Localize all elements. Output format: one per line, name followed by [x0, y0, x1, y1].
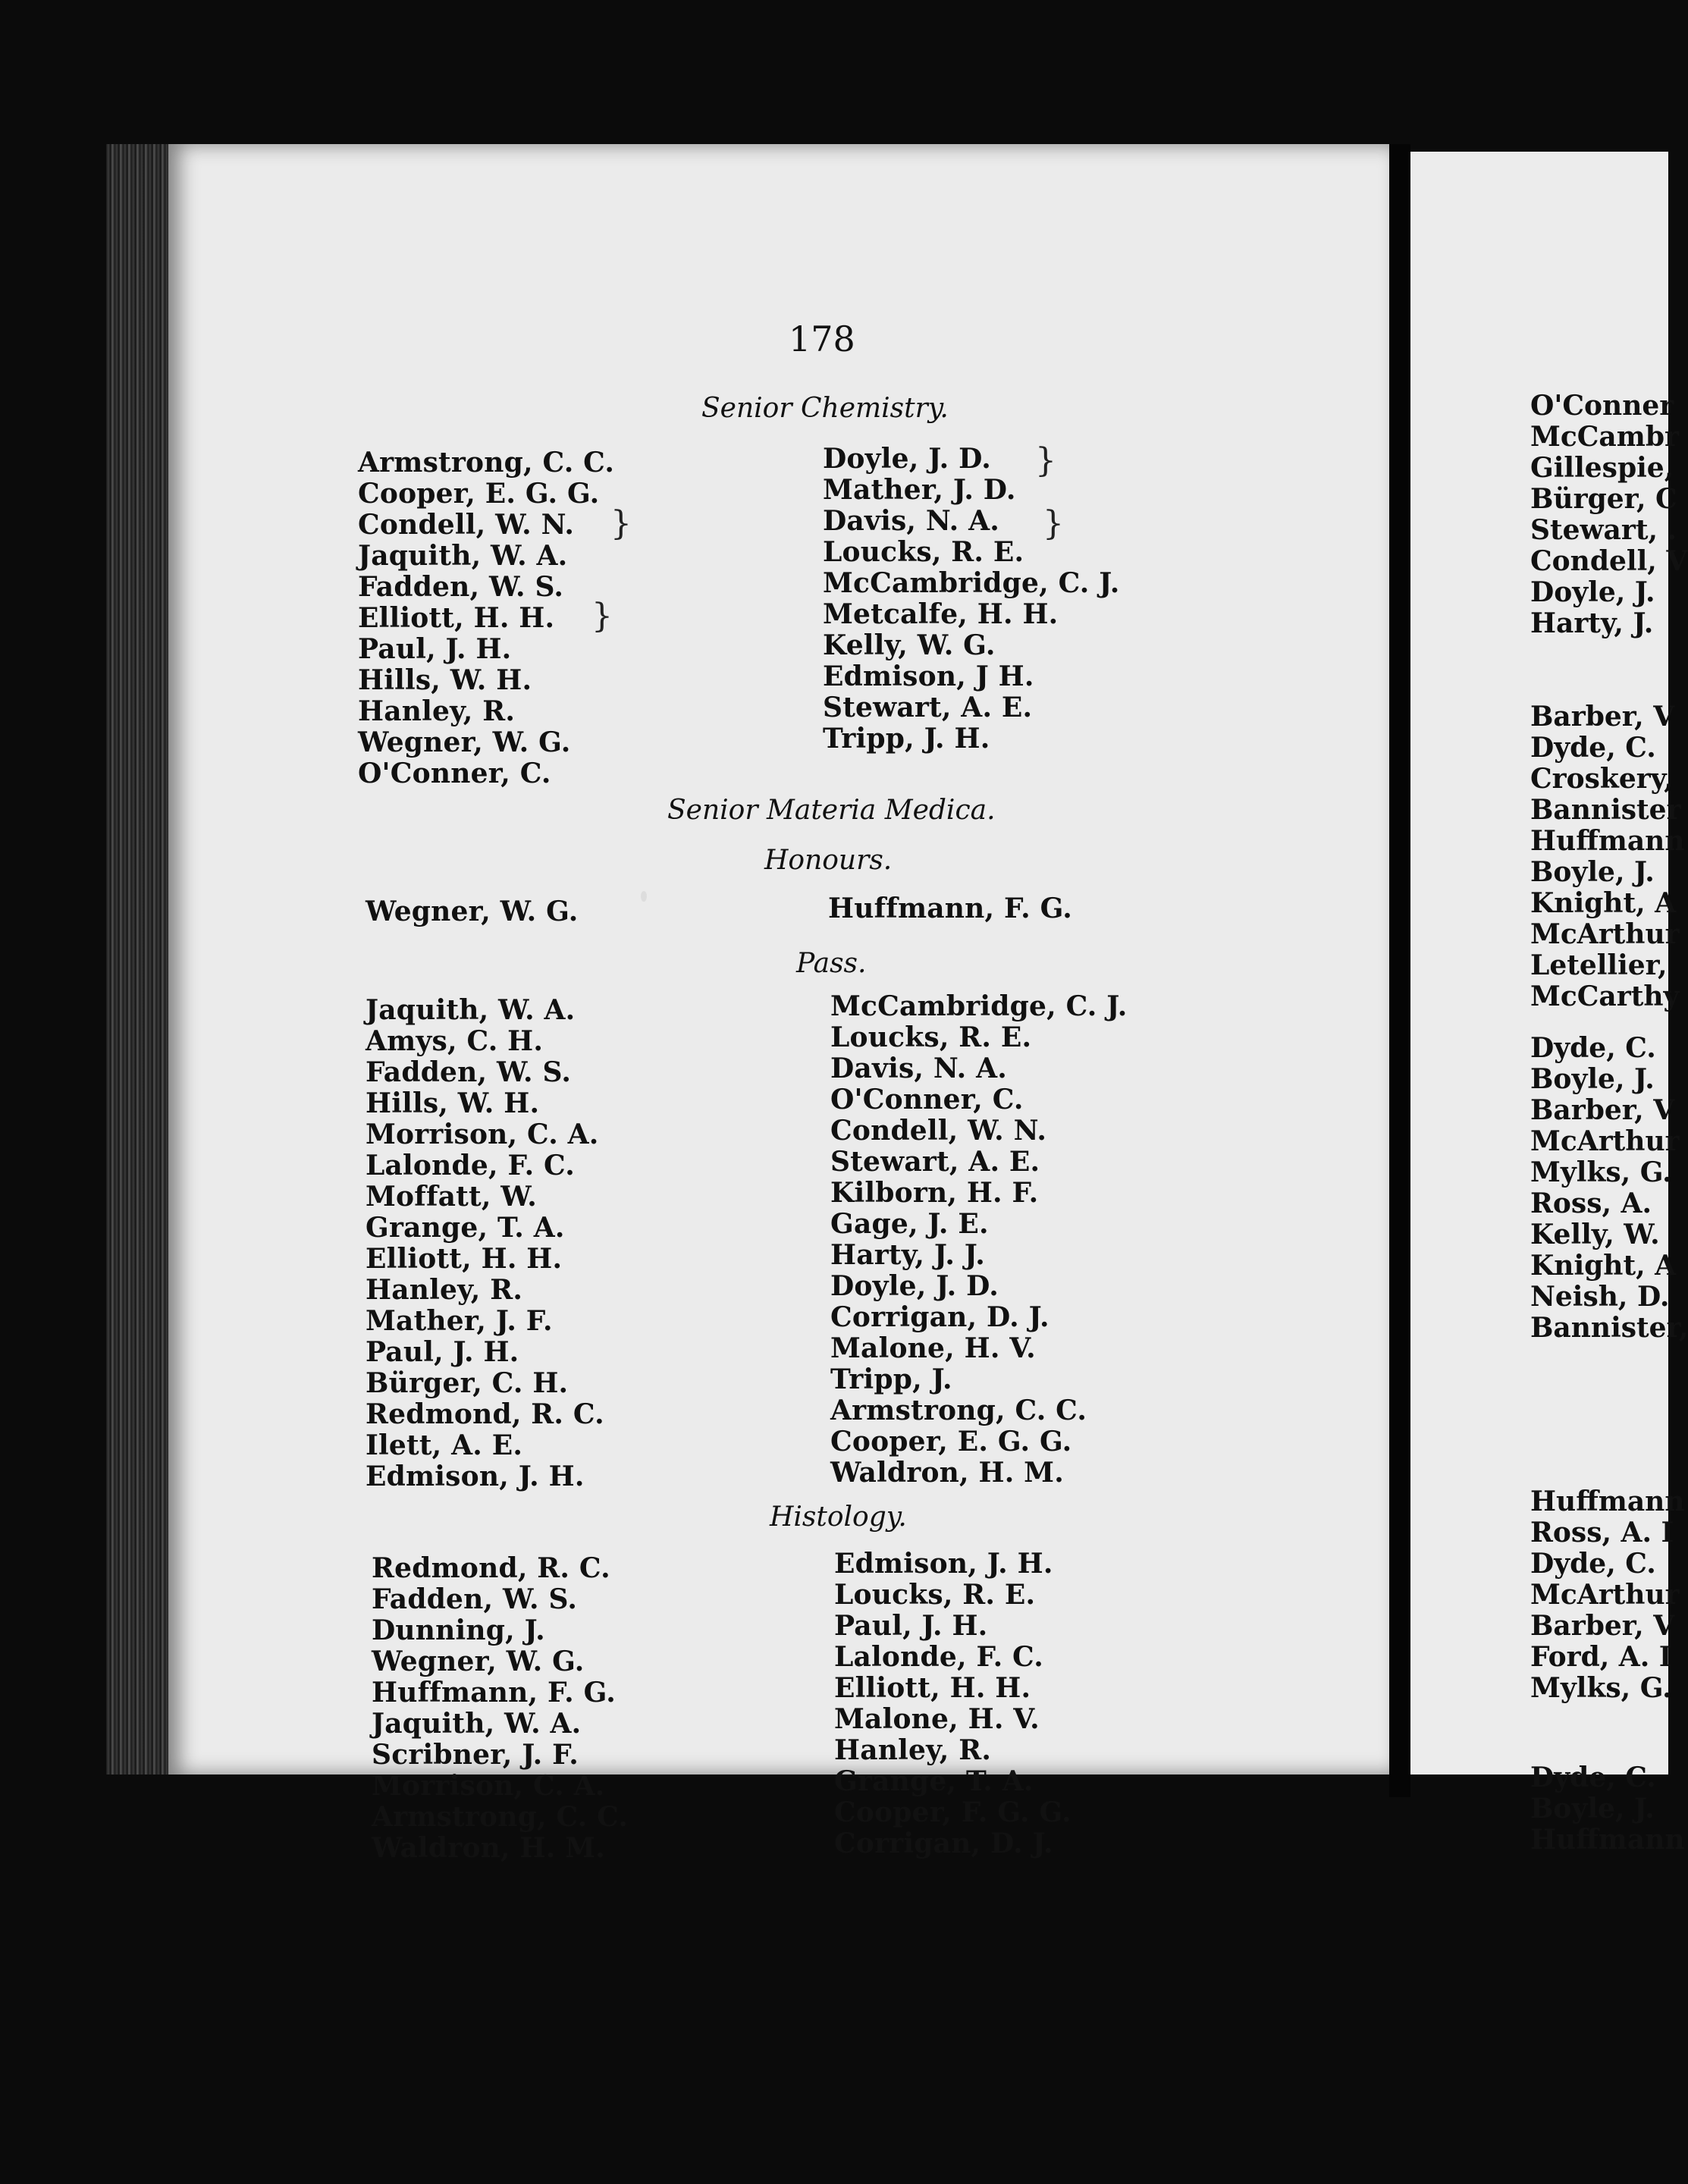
- student-name: Gage, J. E.: [830, 1208, 989, 1240]
- student-name: Redmond, R. C.: [366, 1398, 604, 1430]
- student-name: Waldron, H. M.: [830, 1457, 1064, 1489]
- facing-page-name: Ford, A. I: [1530, 1641, 1672, 1673]
- histology-left-column: [372, 1553, 628, 1864]
- student-name: Hanley, R.: [834, 1734, 992, 1766]
- student-name: Armstrong, C. C.: [830, 1395, 1087, 1426]
- facing-group-5: [1530, 1762, 1685, 1856]
- facing-page-name: Boyle, J.: [1530, 1063, 1655, 1095]
- facing-page-name: Barber, V: [1530, 1094, 1675, 1126]
- facing-page-name: Condell, V: [1530, 545, 1688, 577]
- student-name: Cooper, E. G. G.: [830, 1426, 1072, 1458]
- page-edge-stack: [106, 144, 174, 1774]
- student-name: Doyle, J. D.: [823, 443, 991, 475]
- facing-page-name: Huffmann: [1530, 1824, 1685, 1856]
- student-name: Huffmann, F. G.: [372, 1677, 616, 1709]
- subsection-title-pass: Pass.: [796, 948, 867, 979]
- student-name: Corrigan, D. J.: [830, 1301, 1050, 1333]
- facing-group-4: [1530, 1486, 1685, 1704]
- student-name: Stewart, A. E.: [823, 692, 1033, 723]
- student-name: Jaquith, W. A.: [358, 540, 568, 572]
- student-name: McCambridge, C. J.: [830, 990, 1128, 1022]
- facing-page-name: McArthur: [1530, 1579, 1680, 1611]
- student-name: Wegner, W. G.: [372, 1646, 585, 1677]
- student-name: Malone, H. V.: [834, 1703, 1040, 1735]
- facing-page-name: Neish, D.: [1530, 1281, 1670, 1313]
- student-name: Elliott, H. H.: [366, 1243, 563, 1275]
- facing-page-name: McArthur: [1530, 918, 1680, 950]
- student-name: Grange, T. A.: [834, 1765, 1034, 1797]
- facing-page-name: Barber, V: [1530, 1610, 1675, 1642]
- student-name: Edmison, J. H.: [834, 1548, 1053, 1580]
- student-name: McCambridge, C. J.: [823, 567, 1120, 599]
- section-title-histology: Histology.: [770, 1502, 907, 1533]
- student-name: Doyle, J. D.: [830, 1270, 999, 1302]
- student-name: Scribner, J. F.: [372, 1739, 579, 1771]
- page-number: 178: [789, 318, 855, 359]
- student-name: Hills, W. H.: [358, 664, 532, 696]
- student-name: Harty, J. J.: [830, 1239, 985, 1271]
- student-name: Hills, W. H.: [366, 1087, 540, 1119]
- pass-left-column: [366, 995, 604, 1492]
- student-name: Cooper, F. G. G.: [834, 1796, 1071, 1828]
- honours-right-column: [828, 893, 1072, 924]
- student-name: Armstrong, C. C.: [358, 447, 615, 479]
- facing-page-name: Bannister,: [1530, 1312, 1688, 1344]
- facing-page-name: O'Conner: [1530, 390, 1674, 422]
- book-gutter: [1389, 144, 1410, 1797]
- facing-group-1: [1530, 391, 1687, 639]
- student-name: Jaquith, W. A.: [366, 994, 576, 1026]
- student-name: Condell, W. N.: [830, 1115, 1047, 1147]
- honours-left-column: [366, 896, 579, 927]
- student-name: Malone, H. V.: [830, 1332, 1036, 1364]
- student-name: Amys, C. H.: [366, 1025, 544, 1057]
- student-name: Wegner, W. G.: [358, 726, 571, 758]
- facing-page-name: Harty, J.: [1530, 607, 1654, 639]
- student-name: Huffmann, F. G.: [828, 893, 1072, 924]
- facing-page-name: Croskery,: [1530, 763, 1674, 795]
- student-name: Edmison, J H.: [823, 661, 1034, 692]
- student-name: Kelly, W. G.: [823, 629, 996, 661]
- facing-page-name: Knight, A: [1530, 1250, 1677, 1282]
- student-name: O'Conner, C.: [830, 1084, 1024, 1116]
- facing-page-name: Huffmann: [1530, 825, 1685, 857]
- student-name: Waldron, H. M.: [372, 1832, 605, 1864]
- student-name: Tripp, J. H.: [823, 723, 990, 755]
- facing-page-name: Letellier,: [1530, 949, 1668, 981]
- student-name: Stewart, A. E.: [830, 1146, 1040, 1178]
- student-name: Hanley, R.: [366, 1274, 523, 1306]
- senior-chemistry-left-column: [358, 447, 614, 789]
- student-name: Jaquith, W. A.: [372, 1708, 582, 1740]
- facing-page-name: Dyde, C.: [1530, 1548, 1656, 1580]
- student-name: Loucks, R. E.: [834, 1579, 1036, 1611]
- student-name: Edmison, J. H.: [366, 1461, 585, 1492]
- student-name: Grange, T. A.: [366, 1212, 565, 1244]
- facing-page-name: Ross, A. I: [1530, 1517, 1674, 1549]
- facing-page-name: Barber, V: [1530, 701, 1675, 733]
- student-name: Loucks, R. E.: [830, 1021, 1032, 1053]
- facing-page-name: Bürger, C: [1530, 483, 1677, 515]
- section-title-senior-chemistry: Senior Chemistry.: [701, 393, 949, 424]
- facing-page-name: Stewart, .: [1530, 514, 1677, 546]
- facing-page-name: Dyde, C.: [1530, 1032, 1656, 1064]
- student-name: Lalonde, F. C.: [834, 1641, 1043, 1673]
- facing-page-name: McCambr: [1530, 421, 1679, 453]
- senior-chemistry-right-column: [823, 444, 1119, 755]
- subsection-title-honours: Honours.: [764, 845, 893, 876]
- student-name: Fadden, W. S.: [372, 1583, 578, 1615]
- student-name: Mather, J. F.: [366, 1305, 553, 1337]
- bracket-mark: }: [591, 597, 613, 635]
- facing-page-name: Kelly, W.: [1530, 1219, 1660, 1250]
- student-name: Moffatt, W.: [366, 1181, 538, 1213]
- bracket-mark: }: [1035, 441, 1056, 480]
- student-name: Elliott, H. H.: [834, 1672, 1031, 1704]
- student-name: Morrison, C. A.: [372, 1770, 605, 1802]
- student-name: Paul, J. H.: [358, 633, 512, 665]
- student-name: Cooper, E. G. G.: [358, 478, 600, 510]
- facing-page-name: Knight, A: [1530, 887, 1677, 919]
- student-name: Metcalfe, H. H.: [823, 598, 1059, 630]
- student-name: Corrigan, D. J.: [834, 1828, 1053, 1859]
- facing-page-name: Mylks, G.: [1530, 1672, 1672, 1704]
- bracket-mark: }: [1043, 504, 1064, 543]
- student-name: Bürger, C. H.: [366, 1367, 569, 1399]
- histology-right-column: [834, 1549, 1071, 1859]
- facing-page-name: Boyle, J.: [1530, 856, 1655, 888]
- student-name: Davis, N. A.: [830, 1053, 1008, 1084]
- student-name: Mather, J. D.: [823, 474, 1016, 506]
- facing-page-name: Mylks, G.: [1530, 1156, 1672, 1188]
- facing-page-name: Ross, A.: [1530, 1188, 1652, 1219]
- facing-page-name: Bannister: [1530, 794, 1681, 826]
- student-name: Condell, W. N.: [358, 509, 575, 541]
- student-name: Fadden, W. S.: [366, 1056, 572, 1088]
- student-name: Lalonde, F. C.: [366, 1150, 575, 1181]
- pass-right-column: [830, 991, 1127, 1489]
- facing-page-name: Dyde, C.: [1530, 732, 1656, 764]
- student-name: Redmond, R. C.: [372, 1552, 610, 1584]
- student-name: Dunning, J.: [372, 1614, 545, 1646]
- facing-group-2: [1530, 701, 1685, 1012]
- bracket-mark: }: [610, 504, 632, 543]
- student-name: Wegner, W. G.: [366, 896, 579, 927]
- student-name: Paul, J. H.: [366, 1336, 519, 1368]
- student-name: Morrison, C. A.: [366, 1119, 599, 1150]
- student-name: Armstrong, C. C.: [372, 1801, 629, 1833]
- facing-page: [1410, 152, 1688, 1856]
- print-speck: [641, 891, 647, 902]
- facing-page-name: McCarthy: [1530, 981, 1680, 1012]
- facing-page-name: Dyde, C.: [1530, 1762, 1656, 1793]
- student-name: Tripp, J.: [830, 1363, 952, 1395]
- facing-page-name: Gillespie,: [1530, 452, 1674, 484]
- facing-page-name: McArthur: [1530, 1125, 1680, 1157]
- facing-page-name: Huffmann: [1530, 1486, 1685, 1517]
- section-title-senior-materia-medica: Senior Materia Medica.: [667, 795, 996, 826]
- student-name: O'Conner, C.: [358, 758, 551, 789]
- student-name: Hanley, R.: [358, 695, 516, 727]
- facing-page-name: Boyle, J.: [1530, 1793, 1655, 1825]
- facing-group-3: [1530, 1033, 1688, 1344]
- student-name: Kilborn, H. F.: [830, 1177, 1039, 1209]
- student-name: Ilett, A. E.: [366, 1429, 523, 1461]
- facing-page-name: Doyle, J.: [1530, 576, 1655, 608]
- student-name: Paul, J. H.: [834, 1610, 988, 1642]
- student-name: Loucks, R. E.: [823, 536, 1024, 568]
- student-name: Fadden, W. S.: [358, 571, 564, 603]
- student-name: Elliott, H. H.: [358, 602, 555, 634]
- student-name: Davis, N. A.: [823, 505, 1000, 537]
